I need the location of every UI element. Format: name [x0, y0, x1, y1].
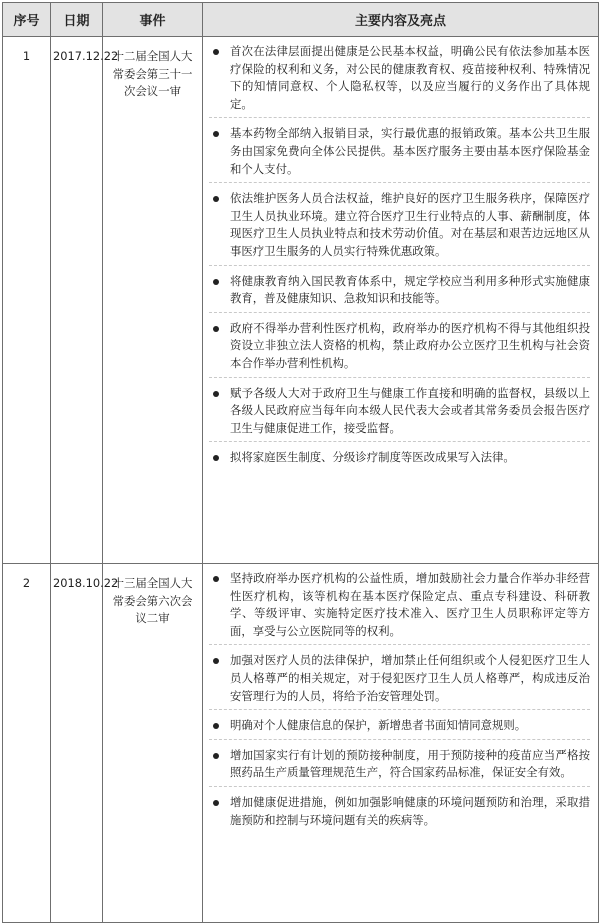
header-event: 事件 — [103, 3, 203, 37]
bullet-icon — [213, 753, 219, 759]
row-date: 2018.10.22 — [51, 564, 103, 923]
content-points — [209, 570, 590, 829]
header-content: 主要内容及亮点 — [203, 3, 599, 37]
bullet-icon — [213, 279, 219, 285]
list-item: 增加国家实行有计划的预防接种制度，用于预防接种的疫苗应当严格按照药品生产质量管理规范生产，符合国家药品标准，保证安全有效。 — [209, 739, 590, 782]
bullet-icon — [213, 723, 219, 729]
list-item: 明确对个人健康信息的保护，新增患者书面知情同意规则。 — [209, 709, 590, 735]
bullet-icon — [213, 800, 219, 806]
bullet-icon — [213, 131, 219, 137]
table-row — [3, 564, 599, 923]
row-event: 十三届全国人大常委会第六次会议二审 — [103, 564, 203, 923]
legislation-table — [2, 2, 599, 923]
row-content — [203, 564, 599, 923]
bullet-icon — [213, 49, 219, 55]
list-item: 加强对医疗人员的法律保护，增加禁止任何组织或个人侵犯医疗卫生人员人格尊严的相关规定，对于侵犯医疗卫生人员人格尊严，构成违反治安管理行为的人员，将给予治安管理处罚。 — [209, 644, 590, 705]
bullet-icon — [213, 196, 219, 202]
list-item: 依法维护医务人员合法权益，维护良好的医疗卫生服务秩序，保障医疗卫生人员执业环境。建立符合医疗卫生行业特点的人事、薪酬制度，体现医疗卫生人员执业特点和技术劳动价值。对在基层和艰苦边远地区从事医疗卫生服务的人员实行特殊优惠政策。 — [209, 182, 590, 260]
bullet-icon — [213, 576, 219, 582]
content-points — [209, 43, 590, 467]
list-item: 基本药物全部纳入报销目录，实行最优惠的报销政策。基本公共卫生服务由国家免费向全体公民提供。基本医疗服务主要由基本医疗保险基金和个人支付。 — [209, 117, 590, 178]
header-row — [3, 3, 599, 37]
list-item: 将健康教育纳入国民教育体系中，规定学校应当利用多种形式实施健康教育，普及健康知识、急救知识和技能等。 — [209, 265, 590, 308]
bullet-icon — [213, 455, 219, 461]
list-item: 增加健康促进措施，例如加强影响健康的环境问题预防和治理，采取措施预防和控制与环境问题有关的疾病等。 — [209, 786, 590, 829]
list-item: 拟将家庭医生制度、分级诊疗制度等医改成果写入法律。 — [209, 441, 590, 467]
bullet-icon — [213, 658, 219, 664]
table-row — [3, 37, 599, 564]
row-event: 十二届全国人大常委会第三十一次会议一审 — [103, 37, 203, 564]
bullet-icon — [213, 326, 219, 332]
list-item: 坚持政府举办医疗机构的公益性质，增加鼓励社会力量合作举办非经营性医疗机构，该等机构在基本医疗保险定点、重点专科建设、科研教学、等级评审、实施特定医疗技术准入、医疗卫生人员职称评定等方面，享受与公立医院同等的权利。 — [209, 570, 590, 640]
list-item: 政府不得举办营利性医疗机构，政府举办的医疗机构不得与其他组织投资设立非独立法人资格的机构，禁止政府办公立医疗卫生机构与社会资本合作举办营利性机构。 — [209, 312, 590, 373]
row-date: 2017.12.22 — [51, 37, 103, 564]
header-no: 序号 — [3, 3, 51, 37]
row-number: 1 — [3, 37, 51, 564]
list-item: 首次在法律层面提出健康是公民基本权益，明确公民有依法参加基本医疗保险的权利和义务，对公民的健康教育权、疫苗接种权利、特殊情况下的知情同意权、个人隐私权等，以及应当履行的义务作出了具体规定。 — [209, 43, 590, 113]
bullet-icon — [213, 391, 219, 397]
row-number: 2 — [3, 564, 51, 923]
list-item: 赋予各级人大对于政府卫生与健康工作直接和明确的监督权，县级以上各级人民政府应当每年向本级人民代表大会或者其常务委员会报告医疗卫生与健康促进工作，接受监督。 — [209, 377, 590, 438]
row-content — [203, 37, 599, 564]
header-date: 日期 — [51, 3, 103, 37]
